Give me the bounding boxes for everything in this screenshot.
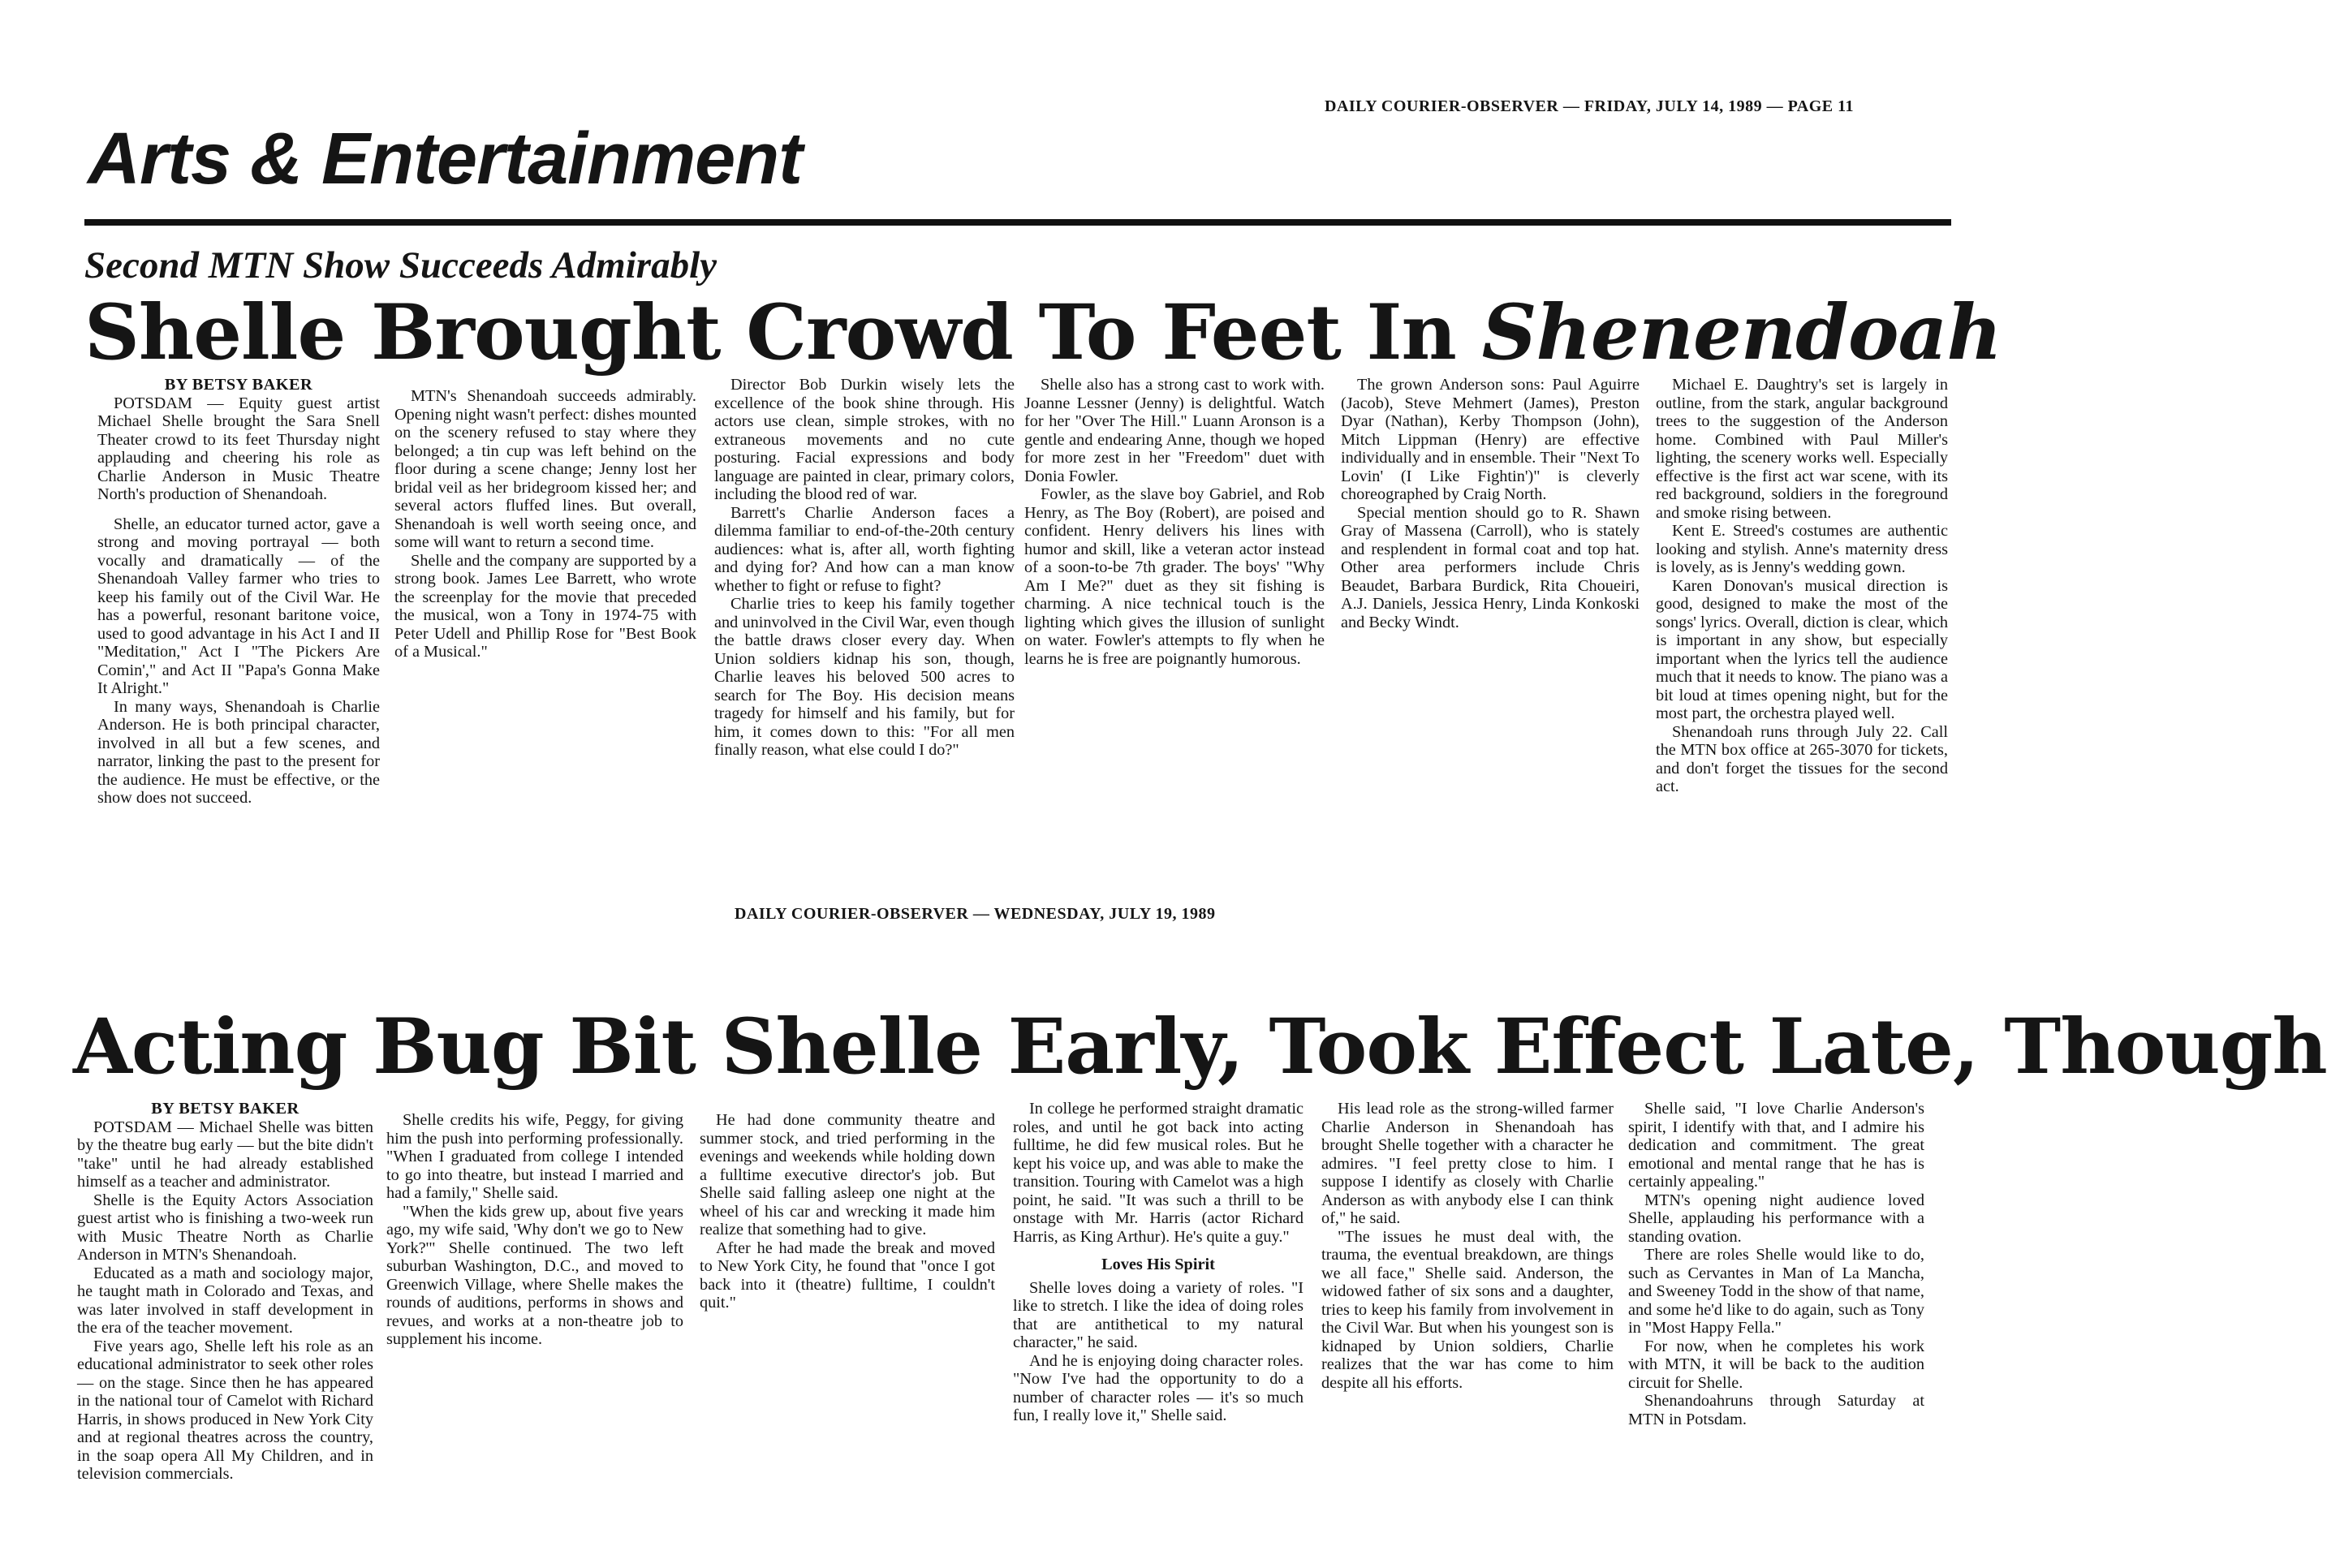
paragraph: In college he performed straight dramatic roles, and until he got back into acting fulltime, he did few musical roles. But he kept his voice up, and was able to make the transition. Touring with Camelot was a high point, he said. "It was such a thrill to be onstage with Mr. Harris (actor Richard Harris, as King Arthur). He's quite a guy."	[1013, 1100, 1304, 1246]
paragraph: Shelle loves doing a variety of roles. "I like to stretch. I like the idea of doing roles that are antithetical to my natural character," he said.	[1013, 1278, 1304, 1351]
article1-column-3	[714, 376, 1015, 814]
paragraph: "The issues he must deal with, the trauma, the eventual breakdown, are things we all face," Shelle said. Anderson, the widowed father of six sons and a daughter, tries to keep his family from involvement in the Civil War. But when his youngest son is kidnaped by Union soldiers, Charlie realizes that the war has come to him despite all his efforts.	[1321, 1227, 1614, 1392]
second-headline: Acting Bug Bit Shelle Early, Took Effect Late, Though	[73, 1002, 2327, 1092]
paragraph: Five years ago, Shelle left his role as an educational administrator to seek other roles — on the stage. Since then he has appeared in the national tour of Camelot with Richard Harris, in shows produced in New York City and at regional theatres across the country, in the soap opera All My Children, and in television commercials.	[77, 1337, 373, 1483]
headline-text: Shelle Brought Crowd To Feet In	[84, 288, 1456, 377]
kicker-headline: Second MTN Show Succeeds Admirably	[84, 244, 717, 286]
article2-column-6	[1628, 1100, 1924, 1542]
byline: BY BETSY BAKER	[164, 376, 313, 394]
article2-column-4	[1013, 1100, 1304, 1542]
paragraph: Karen Donovan's musical direction is good, designed to make the most of the songs' lyrics. Overall, diction is clear, which is important in any show, but especially important when the lyrics tell the audience much that it needs to know. The piano was a bit loud at times opening night, but for the most part, the orchestra played well.	[1656, 576, 1948, 722]
main-headline	[84, 288, 2002, 377]
masthead-page-11: DAILY COURIER-OBSERVER — FRIDAY, JULY 14, 1989 — PAGE 11	[1325, 97, 1855, 115]
paragraph: Director Bob Durkin wisely lets the excellence of the book shine through. His actors use clean, simple strokes, with no extraneous movements and no cute posturing. Facial expressions and body language are painted in clear, primary colors, including the blood red of war.	[714, 376, 1015, 503]
paragraph: Barrett's Charlie Anderson faces a dilemma familiar to end-of-the-20th century audiences: what is, after all, worth fighting and dying for? And how can a man know whether to fight or refuse to fight?	[714, 503, 1015, 595]
paragraph: After he had made the break and moved to New York City, he found that "once I got back into it (theatre) fulltime, I couldn't quit."	[700, 1238, 995, 1312]
paragraph: Shelle also has a strong cast to work with. Joanne Lessner (Jenny) is delightful. Watch for her "Over The Hill." Luann Aronson is a gentle and endearing Anne, though we hoped for more zest in her "Freedom" duet with Donia Fowler.	[1024, 376, 1325, 485]
paragraph: MTN's opening night audience loved Shelle, applauding his performance with a standing ovation.	[1628, 1191, 1924, 1246]
paragraph: Michael E. Daughtry's set is largely in outline, from the stark, angular background trees to the suggestion of the Anderson home. Combined with Paul Miller's lighting, the scenery works well. Especially effective is the first act war scene, with its red background, soldiers in the foreground and smoke rising between.	[1656, 376, 1948, 522]
article1-column-5	[1341, 376, 1640, 814]
paragraph: Kent E. Streed's costumes are authentic looking and stylish. Anne's maternity dress is lovely, as is Jenny's wedding gown.	[1656, 522, 1948, 576]
paragraph: Shelle is the Equity Actors Association guest artist who is finishing a two-week run with Music Theatre North as Charlie Anderson in MTN's Shenandoah.	[77, 1191, 373, 1264]
article1-column-1	[97, 376, 380, 814]
headline-italic-word: Shenendoah	[1481, 288, 2002, 377]
paragraph: Shelle said, "I love Charlie Anderson's spirit, I identify with that, and I admire his dedication and commitment. The great emotional and mental range that he has is certainly appealing."	[1628, 1100, 1924, 1191]
paragraph: Shelle, an educator turned actor, gave a strong and moving portrayal — both vocally and dramatically — of the Shenandoah Valley farmer who tries to keep his family out of the Civil War. He has a powerful, resonant baritone voice, used to good advantage in his Act I and II "Meditation," Act I "The Pickers Are Comin'," and Act II "Papa's Gonna Make It Alright."	[97, 515, 380, 697]
paragraph: "When the kids grew up, about five years ago, my wife said, 'Why don't we go to New York?'" Shelle continued. The two left suburban Washington, D.C., and moved to Greenwich Village, where Shelle makes the rounds of auditions, performs in shows and revues, and works at a non-theatre job to supplement his income.	[386, 1202, 683, 1348]
section-title: Arts & Entertainment	[88, 118, 803, 200]
paragraph: Shelle and the company are supported by a strong book. James Lee Barrett, who wrote the screenplay for the movie that preceded the musical, won a Tony in 1974-75 with Peter Udell and Phillip Rose for "Best Book of a Musical."	[394, 551, 696, 661]
section-rule	[84, 219, 1951, 226]
paragraph: And he is enjoying doing character roles. "Now I've had the opportunity to do a number of character roles — it's so much fun, I really love it," Shelle said.	[1013, 1351, 1304, 1424]
article2-column-5	[1321, 1100, 1614, 1542]
article1-column-2	[394, 376, 696, 814]
paragraph: Educated as a math and sociology major, he taught math in Colorado and Texas, and was later involved in staff development in the era of the teacher movement.	[77, 1264, 373, 1337]
paragraph: His lead role as the strong-willed farmer Charlie Anderson in Shenandoah has brought Shelle together with a character he admires. "I feel pretty close to him. I suppose I identify as closely with Charlie Anderson as with anybody else I can think of," he said.	[1321, 1100, 1614, 1227]
paragraph: For now, when he completes his work with MTN, it will be back to the audition circuit for Shelle.	[1628, 1337, 1924, 1392]
subhead: Loves His Spirit	[1101, 1256, 1215, 1273]
article2-column-1	[77, 1100, 373, 1542]
paragraph: Shenandoah runs through July 22. Call the MTN box office at 265-3070 for tickets, and don't forget the tissues for the second act.	[1656, 722, 1948, 795]
paragraph: Fowler, as the slave boy Gabriel, and Rob Henry, as The Boy (Robert), are poised and confident. Henry delivers his lines with humor and skill, like a veteran actor instead of a soon-to-be 7th grader. The boys' "Why Am I Me?" duet as they sit fishing is charming. A nice technical touch is the lighting which gives the illusion of sunlight on water. Fowler's attempts to fly when he learns he is free are poignantly humorous.	[1024, 485, 1325, 668]
paragraph: Shenandoahruns through Saturday at MTN in Potsdam.	[1628, 1392, 1924, 1428]
paragraph: There are roles Shelle would like to do, such as Cervantes in Man of La Mancha, and Sweeney Todd in the show of that name, and some he'd like to do again, such as Tony in "Most Happy Fella."	[1628, 1246, 1924, 1337]
article2-column-2	[386, 1100, 683, 1542]
paragraph: POTSDAM — Equity guest artist Michael Shelle brought the Sara Snell Theater crowd to its feet Thursday night applauding and cheering his role as Charlie Anderson in Music Theatre North's production of Shenandoah.	[97, 394, 380, 503]
paragraph: Special mention should go to R. Shawn Gray of Massena (Carroll), who is stately and resplendent in formal coat and top hat. Other area performers include Chris Beaudet, Barbara Burdick, Rita Choueiri, A.J. Daniels, Jessica Henry, Linda Konkoski and Becky Windt.	[1341, 503, 1640, 631]
paragraph: He had done community theatre and summer stock, and tried performing in the evenings and weekends while holding down a fulltime executive director's job. But Shelle said falling asleep one night at the wheel of his car and wrecking it made him realize that something had to give.	[700, 1111, 995, 1238]
paragraph: POTSDAM — Michael Shelle was bitten by the theatre bug early — but the bite didn't "take" until he had already established himself as a teacher and administrator.	[77, 1118, 373, 1191]
article1-column-4	[1024, 376, 1325, 814]
paragraph: Shelle credits his wife, Peggy, for giving him the push into performing professionally. "When I graduated from college I intended to go into theatre, but instead I married and had a family," Shelle said.	[386, 1111, 683, 1202]
paragraph: Charlie tries to keep his family together and uninvolved in the Civil War, even though the battle draws closer every day. When Union soldiers kidnap his son, though, Charlie leaves his beloved 500 acres to search for The Boy. His decision means tragedy for himself and his family, but for him, it comes down to this: "For all men finally reason, what else could I do?"	[714, 595, 1015, 759]
byline: BY BETSY BAKER	[151, 1100, 299, 1118]
paragraph: MTN's Shenandoah succeeds admirably. Opening night wasn't perfect: dishes mounted on the scenery refused to stay where they belonged; a tin cup was left behind on the floor during a scene change; Jenny lost her bridal veil as her bridegroom kissed her; and several actors fluffed lines. But overall, Shenandoah is well worth seeing once, and some will want to return a second time.	[394, 387, 696, 551]
paragraph: In many ways, Shenandoah is Charlie Anderson. He is both principal character, involved in all but a few scenes, and narrator, linking the past to the present for the audience. He must be effective, or the show does not succeed.	[97, 697, 380, 807]
masthead-wednesday: DAILY COURIER-OBSERVER — WEDNESDAY, JULY 19, 1989	[735, 905, 1216, 923]
article1-column-6	[1656, 376, 1948, 814]
article2-column-3	[700, 1100, 995, 1542]
paragraph: The grown Anderson sons: Paul Aguirre (Jacob), Steve Mehmert (James), Preston Dyar (Nathan), Kerby Thompson (John), Mitch Lippman (Henry) are effective individually and in ensemble. Their "Next To Lovin' (I Like Fightin')" is cleverly choreographed by Craig North.	[1341, 376, 1640, 503]
